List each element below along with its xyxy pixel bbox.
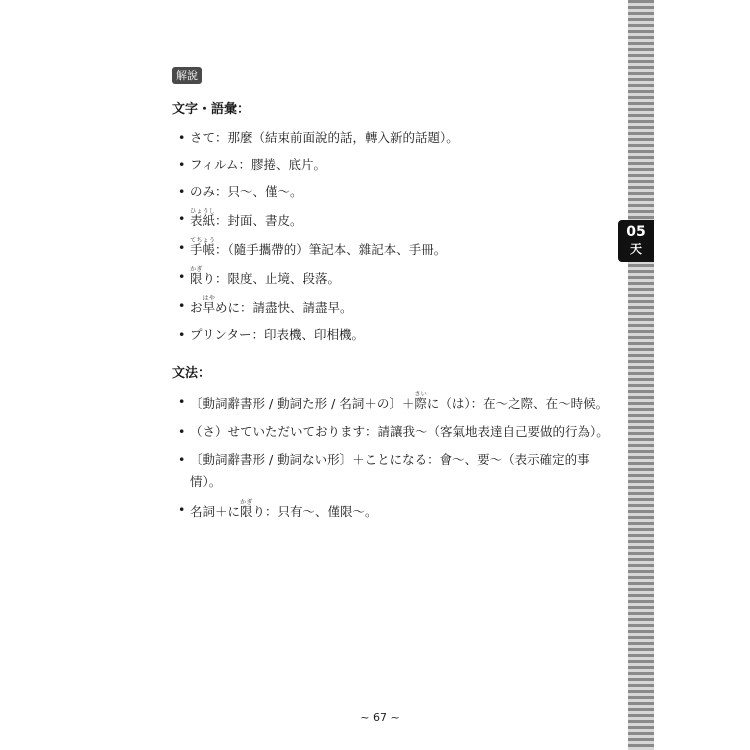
- bullet-icon: •: [178, 327, 186, 343]
- vocab-item-text: のみ：只～、僅～。: [190, 184, 303, 200]
- vocab-item-kanji: 限: [190, 271, 203, 287]
- vocab-item-meaning: ：（隨手攜帶的）筆記本、雜記本、手冊。: [215, 242, 447, 258]
- vocab-item: [172, 237, 612, 261]
- day-tab-label: 天: [629, 242, 642, 256]
- vocab-item: [172, 266, 612, 290]
- vocab-item-kanji: 表紙: [190, 213, 216, 229]
- vocab-item-prefix: お: [190, 300, 203, 316]
- bullet-icon: •: [178, 298, 186, 314]
- grammar-item-pattern: 〔動詞辭書形 / 動詞た形 / 名詞＋の〕＋: [190, 396, 415, 412]
- vocab-item: [172, 295, 612, 319]
- grammar-item: [172, 449, 612, 493]
- bullet-icon: •: [178, 130, 186, 146]
- furigana: さい: [414, 391, 427, 399]
- grammar-item-kanji: 際: [414, 396, 427, 412]
- bullet-icon: •: [178, 211, 186, 227]
- page-number: ~ 67 ~: [360, 711, 400, 724]
- bullet-icon: •: [178, 394, 186, 410]
- vocab-item-word: [190, 237, 216, 258]
- vocab-item-text: フィルム：膠捲、底片。: [190, 157, 327, 173]
- grammar-item-word: [240, 499, 253, 520]
- day-tab: [618, 220, 654, 262]
- grammar-section-title: 文法：: [172, 366, 212, 382]
- grammar-item-meaning: に（は）：在～之際、在～時候。: [426, 396, 609, 412]
- vocab-item-text: プリンター：印表機、印相機。: [190, 327, 365, 343]
- furigana: かぎ: [240, 499, 253, 507]
- grammar-item: [172, 421, 612, 443]
- bullet-icon: •: [178, 424, 186, 440]
- grammar-item-pattern: 名詞＋に: [190, 504, 241, 520]
- vocab-item: [172, 154, 612, 176]
- bullet-icon: •: [178, 184, 186, 200]
- grammar-item-text: 〔動詞辭書形 / 動詞ない形〕＋ことになる：會～、要～（表示確定的事情）。: [190, 452, 590, 490]
- vocab-list: [172, 127, 612, 346]
- vocab-item: [172, 181, 612, 203]
- vocab-item-text: さて：那麼（結束前面說的話，轉入新的話題）。: [190, 130, 459, 146]
- bullet-icon: •: [178, 452, 186, 468]
- explanation-content: [172, 64, 612, 529]
- furigana: はや: [202, 295, 216, 303]
- vocab-item: [172, 208, 612, 232]
- vocab-item-word: [202, 295, 216, 316]
- page-edge-stripes: [628, 0, 654, 750]
- grammar-item-kanji: 限: [240, 504, 253, 520]
- bullet-icon: •: [178, 269, 186, 285]
- vocab-item-kanji: 早: [202, 300, 216, 316]
- furigana: ひょうし: [190, 208, 216, 216]
- vocab-item: [172, 127, 612, 149]
- grammar-list: [172, 391, 612, 523]
- vocab-item-word: [190, 266, 203, 287]
- furigana: てちょう: [190, 237, 216, 245]
- vocab-item-meaning: めに：請盡快、請盡早。: [215, 300, 353, 316]
- vocab-section-title: 文字・語彙：: [172, 102, 251, 118]
- vocab-item: [172, 324, 612, 346]
- day-tab-number: 05: [626, 224, 646, 240]
- grammar-item-word: [414, 391, 427, 412]
- grammar-item: [172, 499, 612, 523]
- furigana: かぎ: [190, 266, 203, 274]
- grammar-item-meaning: り：只有～、僅限～。: [252, 504, 378, 520]
- vocab-item-word: [190, 208, 216, 229]
- bullet-icon: •: [178, 157, 186, 173]
- bullet-icon: •: [178, 240, 186, 256]
- vocab-item-meaning: ：封面、書皮。: [215, 213, 303, 229]
- vocab-item-kanji: 手帳: [190, 242, 216, 258]
- grammar-item: [172, 391, 612, 415]
- bullet-icon: •: [178, 502, 186, 518]
- grammar-item-text: （さ）せていただいております：請讓我～（客氣地表達自己要做的行為）。: [190, 424, 609, 440]
- explanation-badge: 解說: [172, 67, 202, 84]
- vocab-item-meaning: り：限度、止境、段落。: [202, 271, 341, 287]
